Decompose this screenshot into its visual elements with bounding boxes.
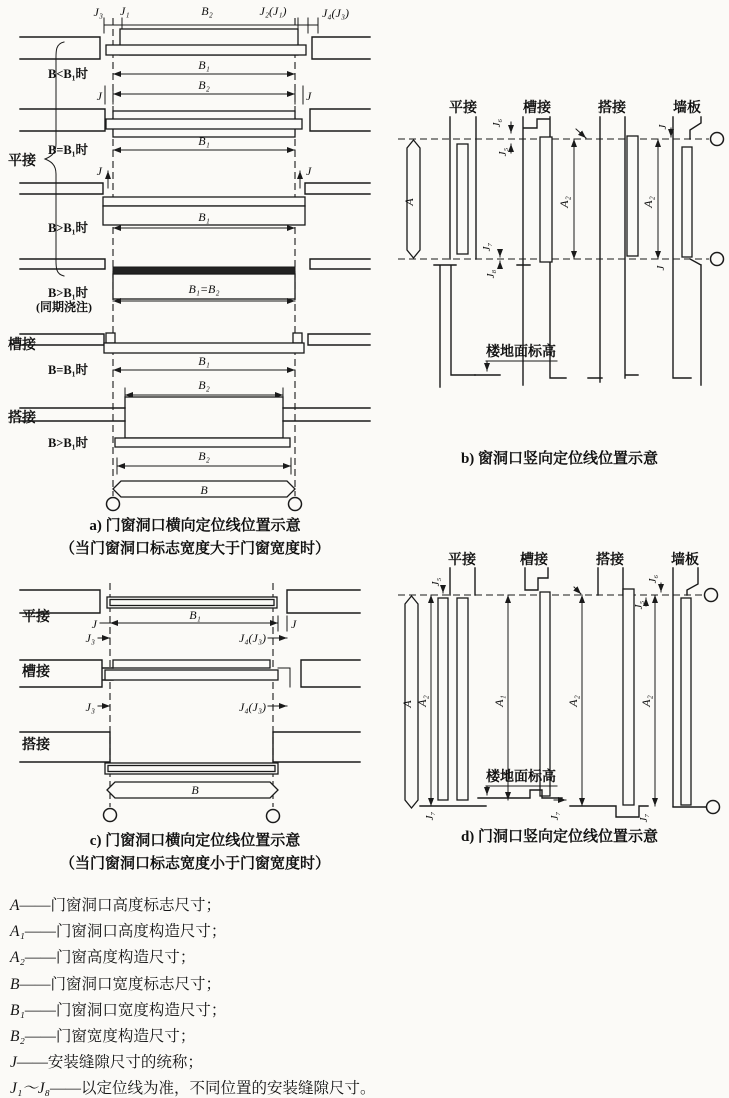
window-panel — [627, 136, 638, 256]
cast-band — [113, 267, 295, 274]
legend-symbol: J — [10, 1054, 17, 1072]
caption-b: b) 窗洞口竖向定位线位置示意 — [460, 451, 659, 467]
caption-c-line2: （当门窗洞口标志宽度小于门窗宽度时） — [59, 856, 330, 872]
dim-label-j3: J₃ — [85, 700, 95, 714]
dim-label-b1: B₁ — [198, 210, 210, 224]
diagram-c-horizontal-positioning — [0, 575, 390, 827]
window-panel-strip — [104, 343, 304, 353]
wall — [525, 568, 548, 590]
positioning-marker-circle — [705, 589, 718, 602]
legend-symbol: A₂ — [10, 949, 25, 967]
legend-item-a — [10, 893, 720, 919]
dim-label-b2: B₂ — [198, 378, 210, 392]
positioning-marker-circle — [289, 498, 302, 511]
dim-label-j7: J₇ — [424, 811, 436, 821]
condition-label: B>B₁时 — [47, 436, 88, 450]
positioning-marker-circle — [711, 253, 724, 266]
row-c2-caojie — [20, 660, 360, 714]
dim-label-b1: B₁ — [189, 608, 201, 622]
dim-label-j5: J₅ — [430, 577, 442, 587]
legend-symbol: A — [10, 897, 20, 914]
condition-label: B>B₁时 — [47, 286, 88, 300]
legend-symbol: B₂ — [10, 1028, 25, 1046]
window-panel — [540, 137, 552, 262]
joint-label-caojie: 槽接 — [8, 338, 36, 353]
window-panel-lower — [105, 670, 278, 680]
caption-c-line1: c) 门窗洞口横向定位线位置示意 — [89, 833, 301, 849]
floor-elevation-label: 楼地面标高 — [486, 770, 556, 785]
dim-label-j6: J₆ — [647, 574, 659, 584]
dim-label-j: J — [306, 164, 312, 178]
legend-symbol: B — [10, 975, 20, 993]
legend-item-b — [10, 972, 720, 998]
dim-label-a2: A₂ — [557, 196, 571, 208]
legend-symbol: J₁～J₈ — [10, 1080, 51, 1098]
dim-label-j7: J₇ — [549, 811, 561, 821]
col-label-dajie: 搭接 — [596, 553, 624, 568]
window-panel-upper — [113, 660, 270, 668]
condition-note: (同期浇注) — [36, 300, 92, 314]
dim-label-a: A — [402, 198, 416, 206]
dim-label-j: J — [96, 164, 102, 178]
dim-label-b: B — [200, 483, 208, 497]
groove-notch — [293, 333, 302, 343]
col-d-pingjie — [415, 568, 486, 820]
diagram-b-vertical-positioning-window — [390, 60, 729, 452]
dim-label-j: J — [291, 617, 297, 631]
condition-label: B<B₁时 — [47, 67, 88, 81]
dim-label-a: A — [400, 700, 414, 708]
col-label-qiangban: 墙板 — [673, 101, 701, 116]
dim-label-b2: B₂ — [198, 78, 210, 92]
joint-label-dajie: 搭接 — [22, 738, 50, 753]
dim-label-j3: J₃ — [85, 631, 95, 645]
legend-desc: ——门窗洞口高度构造尺寸； — [24, 923, 227, 941]
caption-a-line2: （当门窗洞口标志宽度大于门窗宽度时） — [59, 541, 330, 557]
col-b-pingjie — [434, 117, 476, 387]
dim-label-j2j1: J₂(J₁) — [259, 4, 287, 18]
floor-elevation-label: 楼地面标高 — [486, 345, 556, 360]
dim-label-a2: A₂ — [641, 196, 655, 208]
positioning-marker-circle — [707, 801, 720, 814]
col-d-qiangban — [633, 568, 706, 807]
dim-label-b1: B₁ — [198, 354, 210, 368]
dim-label-j: J — [96, 89, 102, 103]
legend-symbol: A₁ — [10, 923, 25, 941]
dim-label-b: B — [191, 783, 199, 797]
legend-desc: ——以定位线为准，不同位置的安装缝隙尺寸。 — [50, 1080, 376, 1098]
dim-label-j4j3: J₄(J₃) — [239, 631, 266, 645]
legend-desc: ——门窗洞口宽度标志尺寸； — [19, 975, 221, 993]
col-label-caojie: 槽接 — [520, 553, 548, 568]
dim-label-j7: J₇ — [638, 813, 650, 823]
joint-label-pingjie: 平接 — [8, 154, 36, 169]
door-panel — [540, 592, 550, 796]
condition-label: B=B₁时 — [47, 143, 88, 157]
dim-label-j8: J₈ — [485, 269, 497, 279]
legend-desc: ——安装缝隙尺寸的统称； — [16, 1054, 203, 1072]
window-panel-inner — [110, 600, 274, 606]
joint-label-caojie: 槽接 — [22, 665, 50, 680]
col-label-caojie: 槽接 — [523, 101, 551, 116]
legend-item-b1 — [10, 998, 720, 1024]
window-panel — [682, 147, 692, 257]
dim-label-j4j3: J₄(J₃) — [239, 700, 266, 714]
wall-below — [434, 265, 475, 387]
window-panel-strip — [115, 438, 290, 447]
dim-label-j6: J₆ — [491, 118, 503, 128]
row-a6-dajie — [20, 378, 370, 497]
legend-item-j — [10, 1050, 720, 1076]
legend-desc: ——门窗洞口宽度构造尺寸； — [24, 1001, 227, 1019]
window-panel-strip — [103, 197, 305, 206]
condition-label: B>B₁时 — [47, 221, 88, 235]
legend-item-a1 — [10, 919, 720, 945]
dim-label-a2: A₂ — [415, 695, 429, 707]
row-a4 — [20, 259, 370, 314]
dim-label-j5: J₅ — [497, 147, 509, 157]
dim-label-j: J — [655, 265, 667, 271]
dim-label-b2: B₂ — [201, 4, 213, 18]
joint-label-pingjie: 平接 — [22, 610, 50, 625]
dim-label-j: J — [91, 617, 97, 631]
dim-label-b2: B₂ — [198, 449, 210, 463]
door-panel — [623, 589, 634, 805]
row-a2 — [20, 78, 370, 157]
dim-label-a1: A₁ — [492, 695, 506, 707]
floor-elevation-b — [475, 343, 557, 375]
floor-step — [570, 806, 648, 817]
wall-stub — [20, 183, 370, 194]
dim-label-b1: B₁ — [198, 134, 210, 148]
dim-label-j4j3: J₄(J₃) — [322, 6, 349, 20]
col-b-qiangban — [641, 117, 701, 385]
dim-label-a2: A₂ — [566, 695, 580, 707]
row-a5-caojie — [20, 333, 370, 377]
diagram-a-horizontal-positioning — [0, 4, 390, 516]
dim-label-j: J — [657, 124, 669, 130]
legend-symbol: B₁ — [10, 1001, 25, 1019]
col-label-qiangban: 墙板 — [671, 553, 699, 568]
col-d-caojie — [478, 568, 566, 820]
door-panel — [457, 598, 468, 800]
dim-label-j: J — [306, 89, 312, 103]
positioning-marker-circle — [711, 133, 724, 146]
joint-label-dajie: 搭接 — [8, 411, 36, 426]
legend — [10, 893, 720, 1098]
dim-label-j7: J₇ — [481, 242, 493, 252]
positioning-marker-circle — [104, 809, 117, 822]
legend-item-b2 — [10, 1024, 720, 1050]
positioning-marker-circle — [267, 810, 280, 823]
row-a3 — [20, 164, 370, 235]
legend-desc: ——门窗宽度构造尺寸； — [24, 1028, 196, 1046]
caption-a-line1: a) 门窗洞口横向定位线位置示意 — [89, 518, 301, 534]
dim-label-a2: A₂ — [639, 695, 653, 707]
dim-label-j3: J₃ — [93, 5, 103, 19]
legend-item-a2 — [10, 945, 720, 971]
dim-label-b1: B₁ — [198, 58, 210, 72]
wall — [598, 568, 623, 595]
dim-label-j1: J₁ — [120, 4, 130, 18]
caption-d: d) 门洞口竖向定位线位置示意 — [460, 829, 659, 845]
window-panel-strip — [106, 45, 306, 55]
condition-label: B=B₁时 — [47, 363, 88, 377]
col-label-pingjie: 平接 — [449, 101, 477, 116]
row-a1 — [20, 4, 370, 81]
window-panel — [125, 397, 283, 438]
window-panel — [457, 144, 468, 254]
dim-label-b1-eq-b2: B₁=B₂ — [188, 282, 220, 296]
wall — [450, 568, 475, 595]
window-panel-inner — [108, 766, 275, 772]
legend-desc: ——门窗洞口高度标志尺寸； — [19, 897, 221, 914]
groove-notch — [106, 333, 115, 343]
door-panel — [438, 598, 448, 800]
col-b-dajie — [557, 117, 638, 382]
col-label-dajie: 搭接 — [598, 101, 626, 116]
diagram-d-vertical-positioning-door — [390, 528, 729, 823]
window-panel-strip — [106, 119, 302, 129]
legend-item-j1-j8 — [10, 1076, 720, 1098]
row-c3-dajie — [20, 732, 360, 798]
dim-label-j5: J₅ — [633, 600, 645, 610]
row-c1-pingjie — [20, 590, 360, 645]
positioning-marker-circle — [107, 498, 120, 511]
col-label-pingjie: 平接 — [448, 553, 476, 568]
door-panel — [681, 598, 691, 805]
legend-desc: ——门窗高度构造尺寸； — [24, 949, 196, 967]
